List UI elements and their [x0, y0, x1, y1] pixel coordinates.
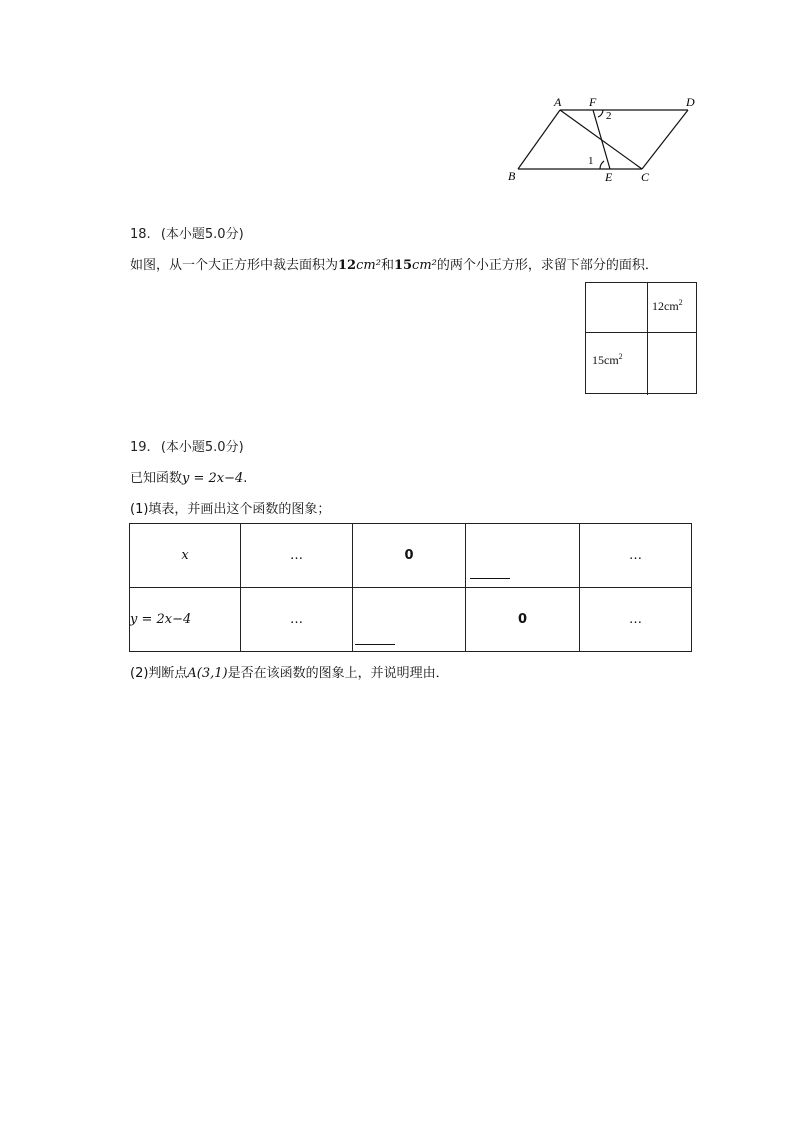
q19-function: y = 2x−4: [182, 471, 244, 486]
q19-given-suffix: .: [243, 471, 248, 486]
cell-x-head: [130, 524, 241, 588]
function-table: [129, 523, 692, 652]
q18-number: 18.: [130, 227, 151, 242]
label-e: E: [605, 170, 613, 184]
label-d: D: [686, 95, 695, 109]
square-figure: [585, 282, 697, 394]
label-c: C: [641, 170, 650, 184]
label-b: B: [508, 169, 516, 183]
parallelogram-diagram: [500, 90, 710, 190]
cell-x-4: …: [580, 524, 692, 588]
answer-blank-x[interactable]: [470, 566, 510, 579]
square-label-12-sup: 2: [678, 298, 683, 307]
segment-dc: [642, 110, 688, 169]
cell-y-1: …: [241, 588, 353, 652]
label-angle1: 1: [588, 155, 594, 167]
cell-y-4: …: [580, 588, 692, 652]
label-f: F: [589, 95, 597, 109]
cell-x-head-text: x: [181, 548, 189, 563]
square-label-12-text: 12cm: [652, 299, 679, 313]
square-label-15-text: 15cm: [592, 353, 619, 367]
q19-given: [130, 467, 247, 486]
q19-part2-point: A(3,1): [187, 666, 228, 681]
q18-unit2: cm²: [412, 258, 437, 273]
answer-blank-y[interactable]: [355, 632, 395, 645]
q18-unit1: cm²: [356, 258, 381, 273]
q19-header: [130, 436, 244, 455]
q18-area2: 15: [393, 258, 413, 273]
q19-number: 19.: [130, 440, 151, 455]
cell-y-2[interactable]: [353, 588, 466, 652]
cell-x-1: …: [241, 524, 353, 588]
q19-part2-prefix: (2)判断点: [130, 666, 188, 681]
q19-score: (本小题5.0分): [160, 440, 244, 455]
square-label-15: [592, 352, 623, 368]
table-row-x: [130, 524, 692, 588]
square-horizontal-divider: [586, 332, 696, 333]
q19-part2-suffix: 是否在该函数的图象上，并说明理由．: [227, 666, 449, 681]
q18-conj: 和: [380, 258, 394, 273]
square-vertical-divider: [647, 283, 648, 395]
label-angle2: 2: [606, 110, 612, 122]
segment-ba: [518, 110, 560, 169]
square-label-15-sup: 2: [618, 352, 623, 361]
angle1-arc: [600, 161, 604, 169]
table-row-y: [130, 588, 692, 652]
q19-part2: [130, 662, 449, 681]
q19-given-prefix: 已知函数: [130, 471, 183, 486]
q18-header: [130, 223, 244, 242]
square-label-12: [652, 298, 683, 314]
label-a: A: [554, 95, 562, 109]
q18-area1: 12: [338, 258, 357, 273]
q18-text-after: 的两个小正方形，求留下部分的面积．: [436, 258, 658, 273]
q18-score: (本小题5.0分): [160, 227, 244, 242]
cell-y-head-text: y = 2x−4: [130, 612, 192, 627]
q18-statement: [130, 254, 658, 273]
angle2-arc: [598, 110, 603, 117]
cell-y-3: 0: [466, 588, 580, 652]
cell-x-3[interactable]: [466, 524, 580, 588]
q19-part1: (1)填表，并画出这个函数的图象；: [130, 502, 331, 517]
q18-text-before: 如图，从一个大正方形中裁去面积为: [130, 258, 339, 273]
parallelogram-figure: [500, 90, 710, 190]
cell-x-2: 0: [353, 524, 466, 588]
cell-y-head: [130, 588, 241, 652]
